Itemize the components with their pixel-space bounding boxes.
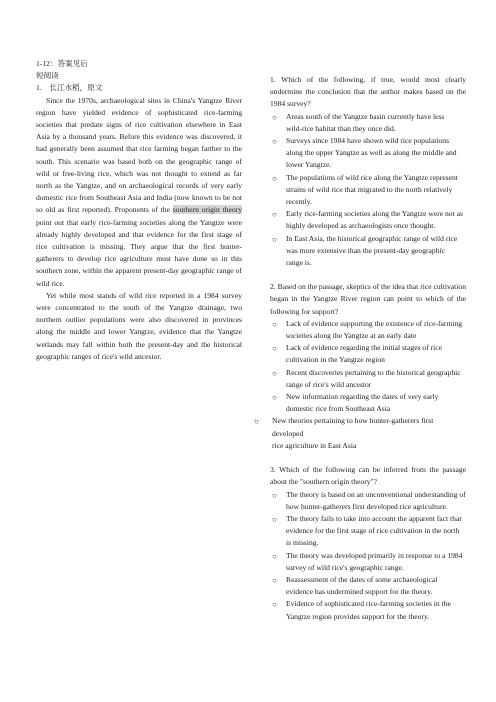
radio-circle-icon[interactable]: ○ (272, 551, 277, 561)
radio-circle-icon[interactable]: ○ (272, 344, 277, 354)
answer-option[interactable]: ○ Recent discoveries pertaining to the historical geographic range of rice's wild ancestor (272, 367, 461, 389)
passage-text: point out that early rice-farming societies along the Yangtze were already highly developed and that evidence for the first stage of rice cultivation is missing. They argue that the first hunter-gatherers to develop rice agriculture must have done so in this southern zone, within the apparent present-day geographic range of wild rice. (36, 217, 242, 288)
answer-option[interactable]: ○ The theory was developed primarily in response to a 1984 survey of wild rice's geographic range. (272, 550, 463, 572)
answer-option[interactable]: ○ In East Asia, the historical geographic range of wild rice was more extensive than the present-day geographic range is. (272, 233, 458, 268)
question-stem: 3. Which of the following can be inferred from the passage about the "southern origin theory"? (270, 465, 466, 487)
radio-circle-icon[interactable]: ○ (272, 234, 277, 244)
passage-paragraph-1 (36, 95, 242, 290)
radio-circle-icon[interactable]: ○ (254, 417, 259, 427)
answer-option[interactable]: ○ The theory is based on an unconventional understanding of how hunter-gatherers first developed rice agriculture. (272, 489, 466, 511)
answer-option[interactable]: ○ Surveys since 1984 have shown wild rice populations along the upper Yangtze as well as along the middle and lower Yangtze. (272, 136, 457, 170)
spacer (270, 452, 466, 464)
radio-circle-icon[interactable]: ○ (272, 575, 277, 585)
answer-option[interactable]: ○ Lack of evidence regarding the initial stages of rice cultivation in the Yangtze region (272, 343, 443, 365)
radio-circle-icon[interactable]: ○ (272, 600, 277, 610)
answer-option[interactable]: ○ New theories pertaining to how hunter-gatherers first developed rice agriculture in East Asia (254, 416, 434, 450)
question-stem: 1. Which of the following, if true, would most clearly undermine the conclusion that the author makes based on the 1984 survey? (270, 75, 466, 109)
answer-option[interactable]: ○ Evidence of sophisticated rice-farming societies in the Yangtze region provides support for the theory. (272, 599, 451, 621)
passage-paragraph-2: Yet while most stands of wild rice reported in a 1984 survey were concentrated to the south of the Yangtze drainage, two northern outlier populations were also discovered in provinces along the middle and lower Yangtze, evidence that the Yangtze wetlands may fall within both the present-day and the historical geographic ranges of rice's wild ancestor. (36, 290, 242, 361)
spacer (270, 269, 466, 281)
answer-option[interactable]: ○ Early rice-farming societies along the Yangtze were not as highly developed as archaeologists once thought. (272, 209, 463, 231)
header-answer-note: 1-12：答案见后 (36, 59, 88, 68)
radio-circle-icon[interactable]: ○ (272, 514, 277, 524)
answer-option[interactable]: ○ Areas south of the Yangtze basin currently have less wild-rice habitat than they once did. (272, 111, 445, 133)
radio-circle-icon[interactable]: ○ (272, 173, 277, 183)
answer-option[interactable]: ○ Reassessment of the dates of some archaeological evidence has undermined support for the theory. (272, 574, 438, 597)
highlighted-phrase: southern origin theory (172, 205, 242, 215)
answer-option[interactable]: ○ New information regarding the dates of very early domestic rice from Southeast Asia (272, 392, 439, 414)
radio-circle-icon[interactable]: ○ (272, 393, 277, 403)
radio-circle-icon[interactable]: ○ (272, 112, 277, 122)
radio-circle-icon[interactable]: ○ (272, 368, 277, 378)
radio-circle-icon[interactable]: ○ (272, 490, 277, 500)
answer-option[interactable]: ○ The populations of wild rice along the Yangtze represent strains of wild rice that migrated to the north relatively recently. (272, 172, 458, 207)
right-column (254, 74, 466, 623)
section-title: 短阅读 (36, 71, 59, 81)
radio-circle-icon[interactable]: ○ (272, 210, 277, 220)
question-3 (270, 464, 466, 623)
left-column (36, 58, 242, 363)
answer-option[interactable]: ○ The theory fails to take into account the apparent fact that evidence for the first stage of rice cultivation in the north is missing. (272, 513, 462, 548)
radio-circle-icon[interactable]: ○ (272, 319, 277, 329)
radio-circle-icon[interactable]: ○ (272, 137, 277, 147)
answer-option[interactable]: ○ Lack of evidence supporting the existence of rice-farming societies along the Yangtze at an early date (272, 318, 463, 341)
question-2 (254, 281, 466, 452)
question-stem: 2. Based on the passage, skeptics of the idea that rice cultivation began in the Yangtze River region can point to which of the following for support? (270, 282, 466, 316)
passage-title: 1. 长江水稻，原文 (36, 83, 103, 93)
passage-text: Since the 1970s, archaeological sites in China's Yangtze River region have yielded evidence of sophisticated rice-farming societies that predate signs of rice cultivation elsewhere in East Asia by a thousand years. Before this evidence was discovered, it had generally been assumed that rice farming began farther to the south. This scenario was based both on the geographic range of wild or free-living rice, which was not thought to extend as far north as the Yangtze, and on archaeological records of very early domestic rice from Southeast Asia and India (now known to be not so old as first reported). Proponents of the (36, 95, 242, 215)
question-1 (270, 74, 466, 269)
